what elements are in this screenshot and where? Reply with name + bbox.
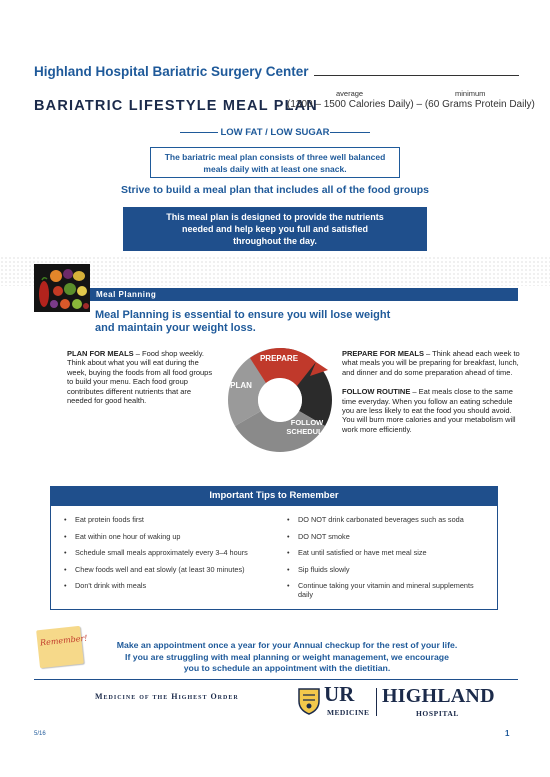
plan-for-meals-heading: PLAN FOR MEALS: [67, 349, 134, 358]
tip-item: • DO NOT drink carbonated beverages such as soda: [287, 515, 487, 524]
fruit-vegetable-photo: [34, 264, 90, 312]
tip-item: • DO NOT smoke: [287, 532, 487, 541]
hospital-logo-text: HOSPITAL: [416, 709, 460, 718]
highland-logo-text: HIGHLAND: [382, 685, 495, 707]
reminder-line-3: you to schedule an appointment with the dietitian.: [183, 663, 391, 673]
logo-divider: [376, 688, 377, 716]
cycle-label-follow: FOLLOW: [290, 418, 324, 427]
appointment-reminder: [82, 640, 492, 675]
prepare-follow-text: [342, 349, 520, 434]
headline-line-1: Meal Planning is essential to ensure you will lose weight: [95, 309, 391, 321]
follow-body: – Eat meals close to the same time everyday. When you follow an eating schedule you are less likely to eat the food you should avoid. You will burn more calories and your metabolism will work more efficiently.: [342, 387, 516, 434]
header-rule: [314, 75, 519, 76]
tip-item: • Chew foods well and eat slowly (at least 30 minutes): [64, 565, 264, 574]
tip-item: • Eat within one hour of waking up: [64, 532, 264, 541]
nutrients-line-2: needed and help keep you full and satisfied: [181, 224, 369, 234]
nutrients-line-1: This meal plan is designed to provide the nutrients: [166, 212, 384, 222]
strive-heading: Strive to build a meal plan that includes all of the food groups: [120, 184, 430, 196]
meal-planning-headline: [95, 309, 425, 335]
label-minimum: minimum: [455, 89, 486, 98]
prepare-for-meals-text: [342, 349, 520, 377]
tips-right-list: [287, 515, 487, 607]
university-shield-icon: [297, 687, 321, 715]
tip-item: • Sip fluids slowly: [287, 565, 487, 574]
page-number: 1: [505, 729, 510, 738]
tip-item: • Eat until satisfied or have met meal size: [287, 548, 487, 557]
org-title: Highland Hospital Bariatric Surgery Center: [34, 64, 309, 79]
footer-motto: Medicine of the Highest Order: [95, 692, 239, 701]
summary-line-1: The bariatric meal plan consists of three well balanced: [164, 152, 386, 162]
tip-item: • Schedule small meals approximately every 3–4 hours: [64, 548, 264, 557]
follow-heading: FOLLOW ROUTINE: [342, 387, 411, 397]
cycle-label-prepare: PREPARE: [259, 354, 299, 363]
tip-item: • Don't drink with meals: [64, 581, 264, 590]
tip-item: • Continue taking your vitamin and mineral supplements daily: [287, 581, 487, 599]
cycle-label-plan: PLAN: [230, 381, 252, 390]
planning-cycle-diagram: [225, 345, 335, 455]
meal-planning-bar: Meal Planning: [90, 288, 518, 301]
follow-routine-text: [342, 387, 520, 434]
cycle-center: [258, 378, 302, 422]
tips-left-list: [64, 515, 264, 598]
reminder-line-1: Make an appointment once a year for your Annual checkup for the rest of your life.: [116, 640, 458, 650]
remember-note-label: Remember!: [39, 633, 88, 648]
footer-rule: [34, 679, 518, 680]
plan-for-meals-text: [67, 349, 215, 405]
plan-title: BARIATRIC LIFESTYLE MEAL PLAN: [34, 98, 318, 114]
headline-line-2: and maintain your weight loss.: [95, 322, 256, 334]
plan-subtitle: (1300 – 1500 Calories Daily) – (60 Grams Protein Daily): [287, 99, 535, 110]
date-code: 5/16: [34, 731, 46, 737]
prepare-heading: PREPARE FOR MEALS: [342, 349, 424, 358]
summary-line-2: meals daily with at least one snack.: [203, 164, 347, 174]
plan-for-meals-body: – Food shop weekly. Think about what you will eat during the week, buying the foods from all food groups to build your menu. Each food group contributes different nutrients that are needed for good health.: [67, 349, 213, 406]
label-average: average: [336, 89, 364, 98]
tips-title: Important Tips to Remember: [50, 486, 498, 506]
tip-item: • Eat protein foods first: [64, 515, 264, 524]
low-fat-heading: LOW FAT / LOW SUGAR: [220, 127, 330, 138]
lowfat-rule-right: [330, 132, 370, 133]
reminder-line-2: If you are struggling with meal planning or weight management, we encourage: [125, 651, 449, 662]
prepare-body: – Think ahead each week to what meals you will be preparing for breakfast, lunch, and dinner and do some preparation ahead of time.: [342, 349, 520, 377]
cycle-label-schedule: SCHEDULE: [286, 427, 328, 436]
ur-logo-text: UR: [324, 682, 355, 706]
nutrients-box: [123, 207, 427, 251]
ur-medicine-text: MEDICINE: [327, 708, 370, 717]
nutrients-line-3: throughout the day.: [233, 236, 317, 246]
meal-plan-summary-box: [150, 147, 400, 178]
